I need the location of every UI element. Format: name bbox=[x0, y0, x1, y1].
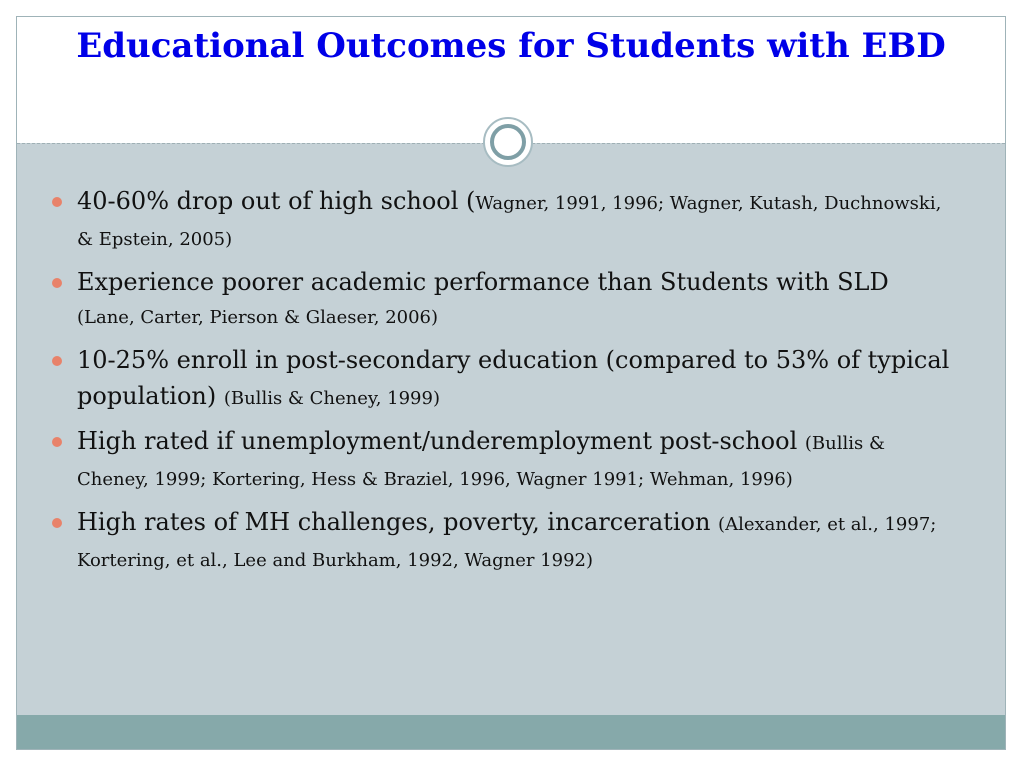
bullet-text: 10-25% enroll in post-secondary education (compared to 53% of typical population) bbox=[77, 346, 950, 410]
bullet-text: Experience poorer academic performance than Students with SLD bbox=[77, 268, 889, 296]
footer-bar bbox=[17, 715, 1005, 749]
bullet-dot-icon bbox=[52, 356, 62, 366]
ring-ornament-icon bbox=[483, 117, 533, 167]
bullet-text: High rated if unemployment/underemployment post-school bbox=[77, 427, 805, 455]
bullet-citation: (Lane, Carter, Pierson & Glaeser, 2006) bbox=[77, 307, 439, 328]
bullet-dot-icon bbox=[52, 518, 62, 528]
slide bbox=[16, 16, 1006, 750]
bullet-dot-icon bbox=[52, 278, 62, 288]
bullet-citation: (Bullis & Cheney, 1999) bbox=[223, 388, 440, 409]
bullet-item-unemployment bbox=[47, 423, 952, 498]
bullet-item-postsecondary bbox=[47, 342, 952, 417]
bullet-dot-icon bbox=[52, 437, 62, 447]
slide-title: Educational Outcomes for Students with EBD bbox=[76, 26, 946, 66]
bullet-text: High rates of MH challenges, poverty, incarceration bbox=[77, 508, 719, 536]
bullet-item-mh-challenges bbox=[47, 504, 952, 579]
bullet-item-dropout bbox=[47, 183, 952, 258]
bullet-list bbox=[47, 183, 952, 585]
bullet-dot-icon bbox=[52, 197, 62, 207]
bullet-text: 40-60% drop out of high school ( bbox=[77, 187, 476, 215]
bullet-citation: (Bullis & Cheney, 1999; Kortering, Hess & Braziel, 1996, Wagner 1991; Wehman, 1996) bbox=[77, 433, 885, 490]
bullet-item-academic-performance bbox=[47, 264, 952, 336]
bullet-citation: (Alexander, et al., 1997; Kortering, et al., Lee and Burkham, 1992, Wagner 1992) bbox=[77, 514, 937, 571]
bullet-citation: Wagner, 1991, 1996; Wagner, Kutash, Duchnowski, & Epstein, 2005) bbox=[77, 193, 942, 250]
